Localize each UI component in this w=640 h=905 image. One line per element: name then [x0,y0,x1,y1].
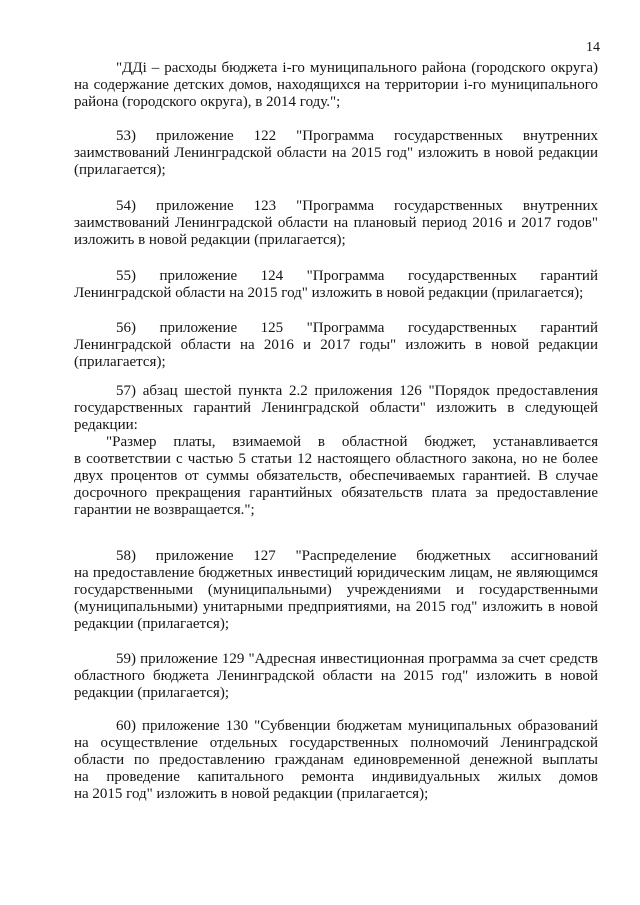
paragraph-line: редакции: [74,417,138,433]
paragraph-line: на содержание детских домов, находящихся на территории i-го муниципального [74,77,598,93]
paragraph-line: на проведение капитального ремонта индивидуальных жилых домов [74,769,598,785]
paragraph-line: (прилагается); [74,162,166,178]
paragraph-line: (муниципальными) унитарными предприятиями, на 2015 год" изложить в новой [74,599,598,615]
paragraph-line: 54) приложение 123 "Программа государственных внутренних [116,198,598,214]
paragraph-line: 55) приложение 124 "Программа государственных гарантий [116,268,598,284]
paragraph-line: редакции (прилагается); [74,685,229,701]
item-56-paragraph [74,320,598,371]
item-59-paragraph [74,651,598,702]
item-54-paragraph [74,198,598,249]
item-57-paragraph [74,383,598,519]
paragraph-line: двух процентов от суммы обязательств, обеспечиваемых гарантией. В случае [74,468,598,484]
paragraph-line: (прилагается); [74,354,166,370]
paragraph-line: на осуществление отдельных государственных полномочий Ленинградской [74,735,598,751]
paragraph-line: заимствований Ленинградской области на 2015 год" изложить в новой редакции [74,145,598,161]
paragraph-line: Ленинградской области на 2015 год" изложить в новой редакции (прилагается); [74,285,584,301]
paragraph-line: "ДДi – расходы бюджета i-го муниципального района (городского округа) [116,60,598,76]
paragraph-line: государственными (муниципальными) учреждениями и государственными [74,582,598,598]
paragraph-line: изложить в новой редакции (прилагается); [74,232,346,248]
page-number: 14 [586,40,600,55]
paragraph-line: 53) приложение 122 "Программа государственных внутренних [116,128,598,144]
paragraph-line: областного бюджета Ленинградской области на 2015 год" изложить в новой [74,668,598,684]
paragraph-line: досрочного прекращения гарантийных обязательств плата за предоставление [74,485,598,501]
intro-paragraph [74,60,598,111]
paragraph-line: области по предоставлению гражданам единовременной денежной выплаты [74,752,598,768]
paragraph-line: 57) абзац шестой пункта 2.2 приложения 126 "Порядок предоставления [116,383,598,399]
paragraph-line: 56) приложение 125 "Программа государственных гарантий [116,320,598,336]
paragraph-line: Ленинградской области на 2016 и 2017 годы" изложить в новой редакции [74,337,598,353]
paragraph-line: 58) приложение 127 "Распределение бюджетных ассигнований [116,548,598,564]
paragraph-line: редакции (прилагается); [74,616,229,632]
paragraph-line: "Размер платы, взимаемой в областной бюджет, устанавливается [106,434,598,450]
item-60-paragraph [74,718,598,803]
paragraph-line: на 2015 год" изложить в новой редакции (прилагается); [74,786,429,802]
paragraph-line: 60) приложение 130 "Субвенции бюджетам муниципальных образований [116,718,598,734]
paragraph-line: заимствований Ленинградской области на плановый период 2016 и 2017 годов" [74,215,598,231]
item-58-paragraph [74,548,598,633]
paragraph-line: 59) приложение 129 "Адресная инвестиционная программа за счет средств [116,651,598,667]
item-53-paragraph [74,128,598,179]
paragraph-line: в соответствии с частью 5 статьи 12 настоящего областного закона, но не более [74,451,598,467]
paragraph-line: на предоставление бюджетных инвестиций юридическим лицам, не являющимся [74,565,598,581]
paragraph-line: района (городского округа), в 2014 году."; [74,94,341,110]
paragraph-line: государственных гарантий Ленинградской области" изложить в следующей [74,400,598,416]
item-55-paragraph [74,268,598,302]
paragraph-line: гарантии не возвращается."; [74,502,255,518]
